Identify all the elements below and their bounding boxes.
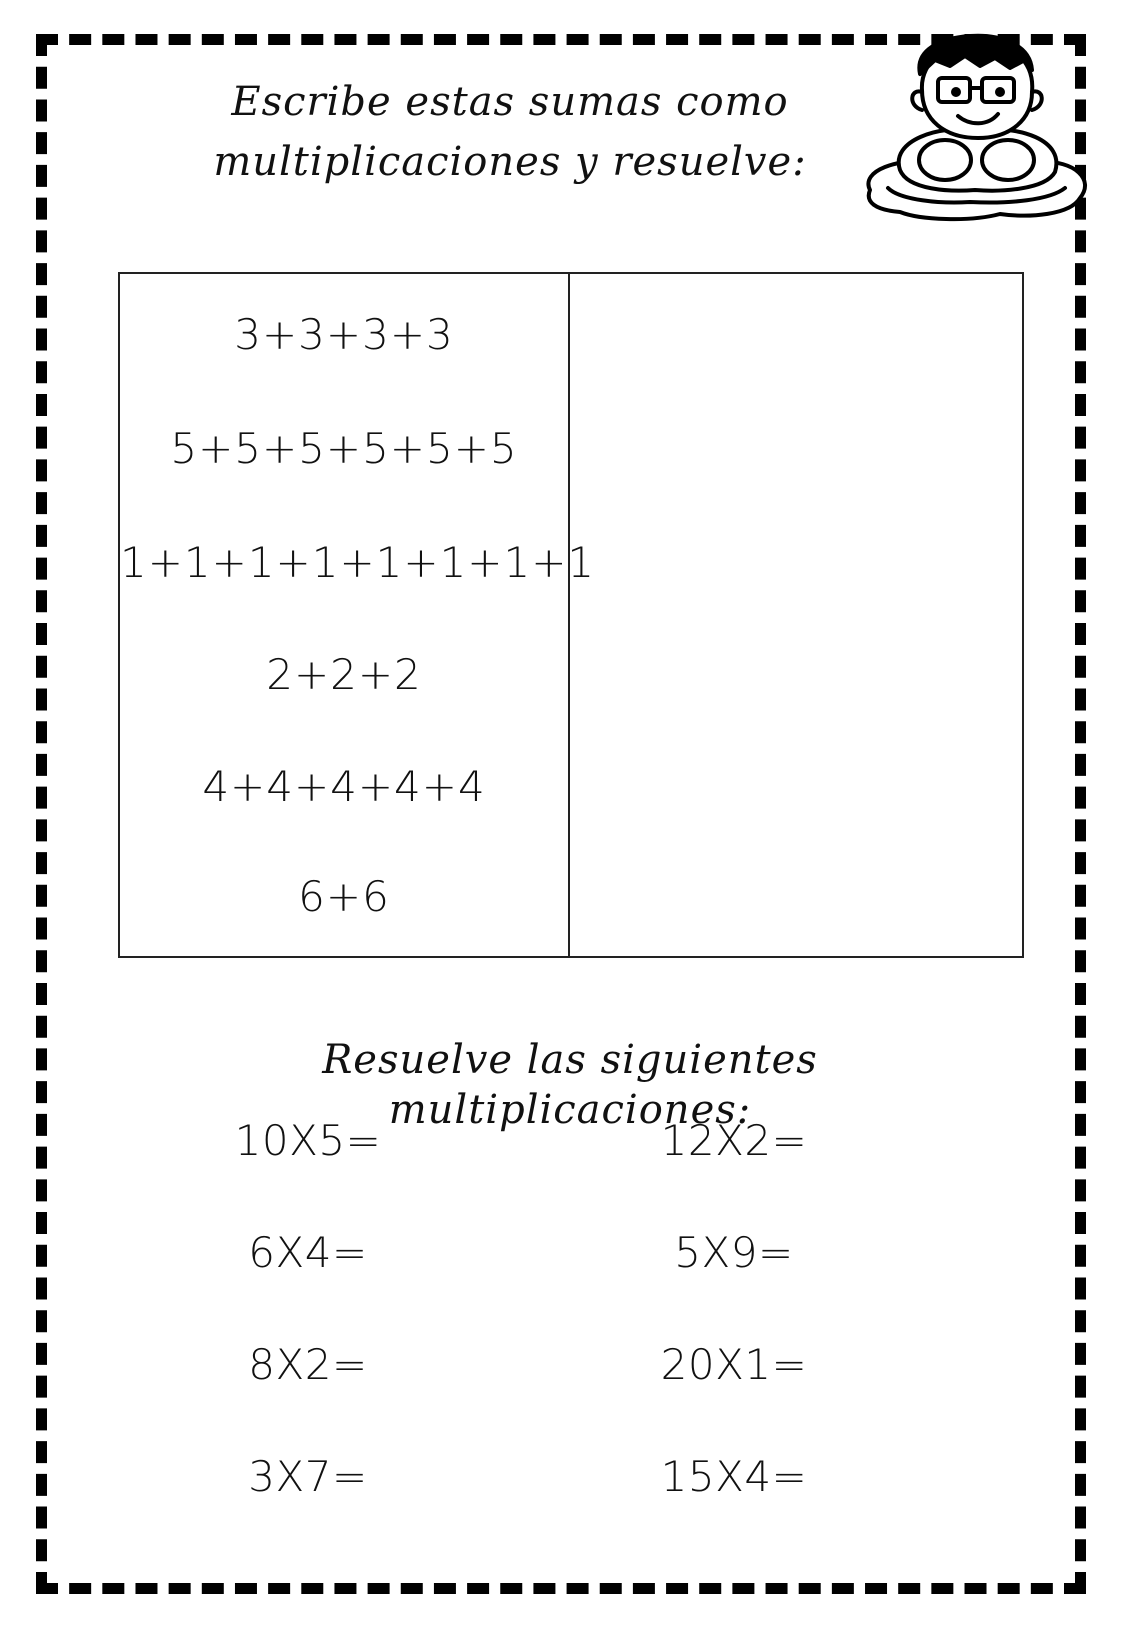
sums-table: [118, 272, 1024, 958]
multiplication-problem: 3X7=: [248, 1452, 368, 1501]
sum-expression: 3+3+3+3: [234, 310, 454, 359]
multiplication-problem: 8X2=: [248, 1340, 368, 1389]
sums-column: [120, 274, 596, 956]
sum-expression: 5+5+5+5+5+5: [170, 424, 518, 473]
multiplication-problem: 10X5=: [234, 1116, 382, 1165]
multiplication-problem: 12X2=: [660, 1116, 808, 1165]
multiplication-problem: 6X4=: [248, 1228, 368, 1277]
answer-column[interactable]: [570, 274, 1022, 956]
sum-expression: 1+1+1+1+1+1+1+1: [120, 538, 596, 587]
section-title: Resuelve las siguientes multiplicaciones:: [322, 1037, 818, 1133]
page-title: [150, 72, 870, 192]
boy-with-glasses-in-swim-ring-icon: [860, 30, 1090, 240]
sum-expression: 6+6: [298, 872, 390, 921]
title-line-2: multiplicaciones y resuelve:: [213, 139, 807, 185]
sum-expression: 2+2+2: [266, 650, 422, 699]
multiplication-problem: 20X1=: [660, 1340, 808, 1389]
title-line-1: Escribe estas sumas como: [231, 79, 789, 125]
sum-expression: 4+4+4+4+4: [202, 762, 486, 811]
multiplication-problem: 15X4=: [660, 1452, 808, 1501]
multiplication-problem: 5X9=: [674, 1228, 794, 1277]
